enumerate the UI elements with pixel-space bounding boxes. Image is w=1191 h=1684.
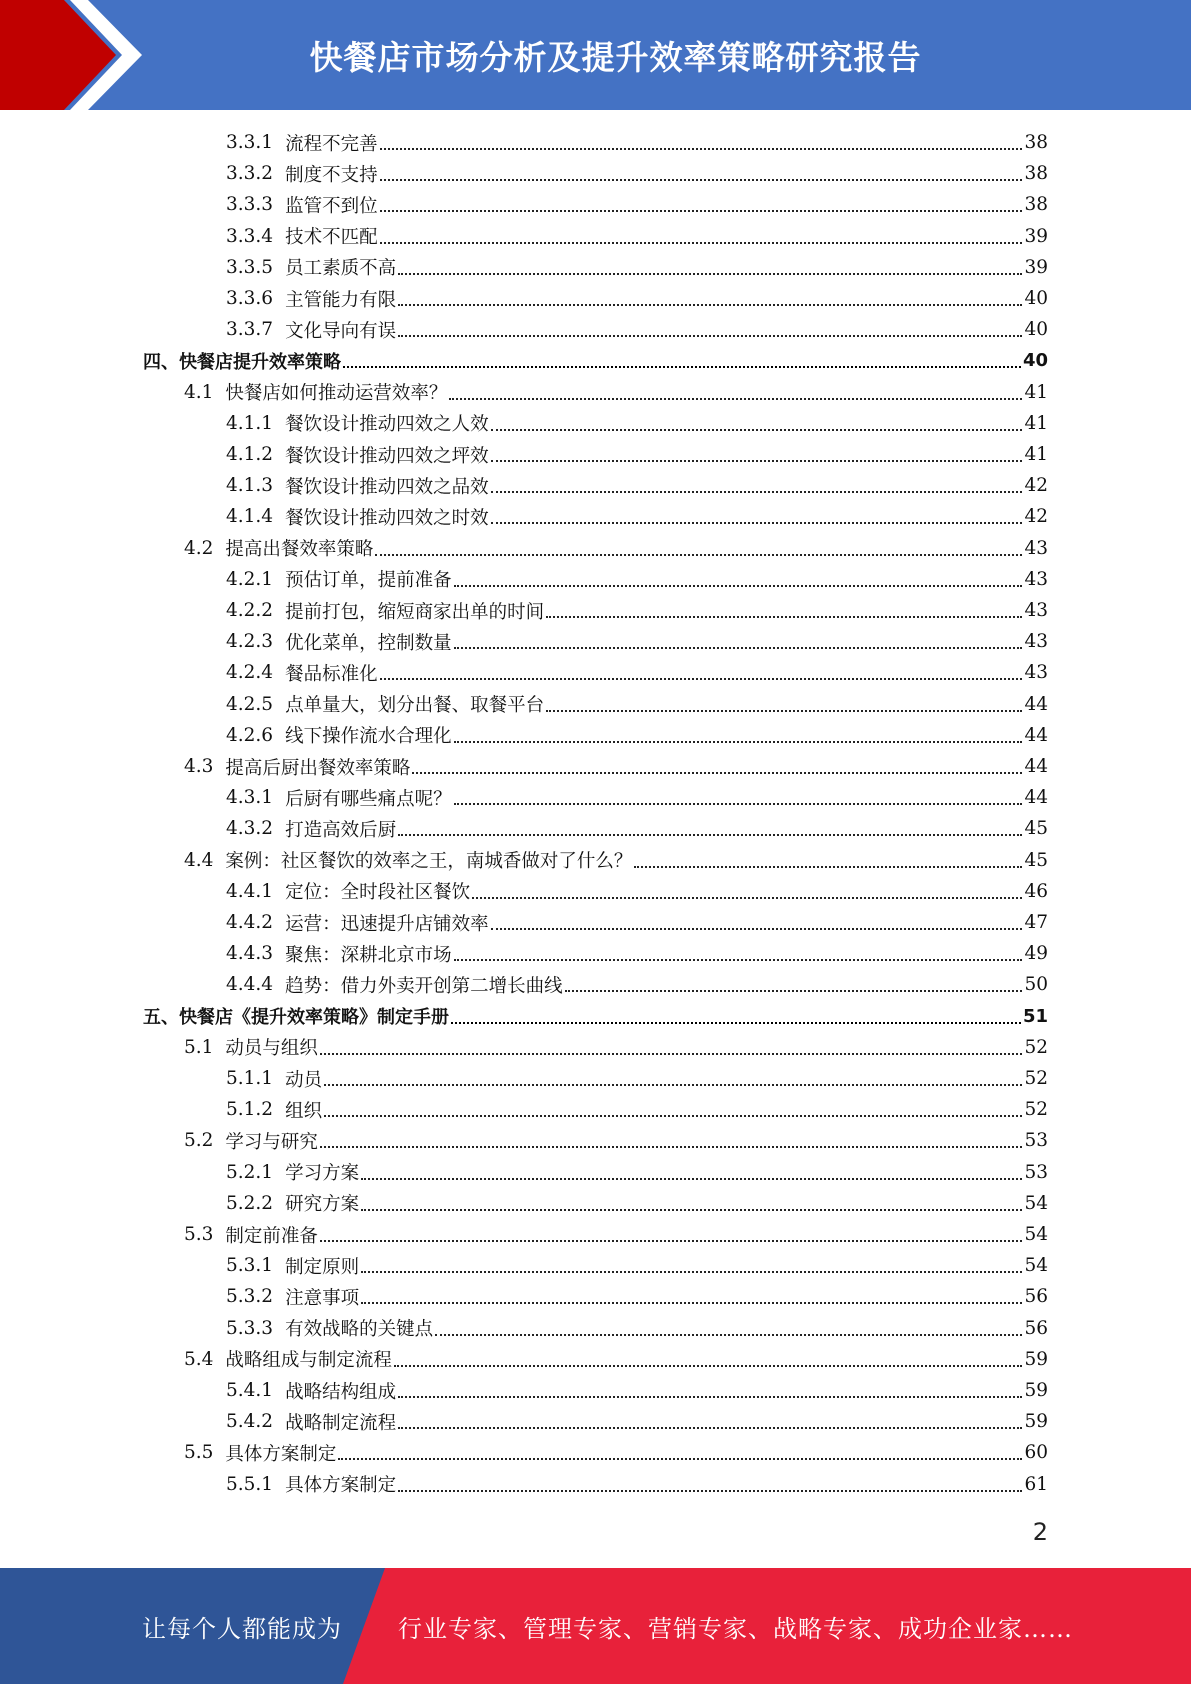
toc-entry-page: 54 [1024, 1192, 1048, 1214]
toc-dot-leader [398, 303, 1022, 306]
toc-entry-page: 41 [1024, 444, 1048, 465]
toc-entry-number: 4.4.1 [226, 880, 274, 902]
toc-entry-number: 3.3.5 [226, 256, 274, 278]
toc-entry-page: 40 [1024, 319, 1048, 341]
toc-entry-page: 41 [1024, 412, 1048, 434]
toc-entry-number: 5.3.1 [226, 1255, 274, 1277]
toc-entry-title: 餐饮设计推动四效之人效 [285, 414, 489, 436]
toc-entry-number: 4.2.4 [226, 662, 274, 684]
toc-entry-title: 案例：社区餐饮的效率之王，南城香做对了什么？ [225, 851, 633, 873]
toc-entry-number: 3.3.3 [226, 194, 274, 216]
toc-entry-page: 42 [1024, 475, 1048, 497]
toc-entry-page: 52 [1024, 1099, 1048, 1121]
toc-dot-leader [380, 241, 1023, 244]
toc-entry-title: 学习与研究 [225, 1131, 318, 1153]
footer-slogan-roles: 行业专家、管理专家、营销专家、战略专家、成功企业家…… [398, 1614, 1073, 1643]
toc-entry-title: 组织 [285, 1100, 323, 1122]
toc-entry-number: 5.4.2 [226, 1411, 274, 1433]
toc-entry-title: 点单量大，划分出餐、取餐平台 [285, 695, 545, 717]
toc-entry-title: 制定原则 [285, 1256, 360, 1278]
toc-entry[interactable] [226, 1469, 1048, 1500]
toc-dot-leader [324, 1083, 1022, 1086]
toc-entry-page: 40 [1024, 288, 1048, 309]
toc-entry-number: 4.2.5 [226, 693, 274, 715]
toc-dot-leader [398, 1395, 1022, 1398]
toc-dot-leader [320, 1239, 1023, 1242]
toc-entry-title: 四、快餐店提升效率策略 [143, 351, 341, 373]
toc-entry-title: 具体方案制定 [225, 1443, 337, 1465]
toc-entry[interactable] [226, 1313, 1048, 1344]
toc-dot-leader [546, 615, 1022, 618]
toc-dot-leader [491, 490, 1023, 493]
toc-entry-number: 4.4 [184, 849, 214, 871]
toc-entry[interactable] [226, 1063, 1048, 1094]
toc-entry-title: 文化导向有误 [285, 320, 397, 342]
toc-entry-title: 趋势：借力外卖开创第二增长曲线 [285, 975, 563, 997]
toc-entry-page: 43 [1024, 662, 1048, 684]
toc-dot-leader [343, 365, 1021, 368]
toc-entry[interactable] [226, 782, 1048, 813]
toc-entry-title: 制度不支持 [285, 164, 378, 186]
toc-entry[interactable] [226, 1188, 1048, 1219]
toc-entry-page: 54 [1024, 1255, 1048, 1277]
toc-entry-title: 打造高效后厨 [285, 819, 397, 841]
toc-dot-leader [565, 989, 1023, 992]
toc-entry[interactable] [226, 1375, 1048, 1406]
toc-entry-page: 38 [1024, 163, 1048, 185]
toc-entry[interactable] [226, 1281, 1048, 1312]
toc-entry-number: 4.2 [184, 537, 214, 559]
toc-entry-title: 动员与组织 [225, 1038, 318, 1060]
toc-entry[interactable] [143, 1001, 1048, 1032]
toc-entry[interactable] [226, 813, 1048, 844]
toc-entry-title: 流程不完善 [285, 133, 378, 155]
toc-entry-title: 战略组成与制定流程 [225, 1350, 392, 1372]
toc-dot-leader [634, 865, 1022, 868]
toc-entry-page: 38 [1024, 194, 1048, 216]
toc-entry-title: 运营：迅速提升店铺效率 [285, 913, 489, 935]
toc-entry-title: 提高后厨出餐效率策略 [225, 757, 411, 779]
toc-entry[interactable] [184, 1437, 1048, 1468]
toc-entry-page: 41 [1024, 381, 1048, 403]
toc-entry-number: 4.4.3 [226, 943, 274, 965]
toc-entry[interactable] [184, 845, 1048, 876]
toc-entry[interactable] [184, 533, 1048, 564]
toc-entry-page: 40 [1022, 350, 1048, 372]
toc-dot-leader [361, 1208, 1022, 1211]
toc-dot-leader [412, 771, 1022, 774]
toc-entry-number: 5.3 [184, 1224, 214, 1245]
toc-entry-title: 战略制定流程 [285, 1412, 397, 1434]
toc-entry[interactable] [226, 1406, 1048, 1437]
toc-entry-title: 学习方案 [285, 1163, 360, 1185]
toc-entry-page: 38 [1024, 132, 1048, 153]
toc-entry[interactable] [226, 470, 1048, 501]
toc-dot-leader [454, 740, 1023, 743]
toc-dot-leader [320, 1052, 1023, 1055]
toc-entry-page: 60 [1024, 1442, 1048, 1464]
toc-entry[interactable] [184, 1032, 1048, 1063]
toc-entry-title: 五、快餐店《提升效率策略》制定手册 [143, 1007, 449, 1029]
toc-entry-number: 4.1.3 [226, 475, 274, 497]
toc-dot-leader [454, 958, 1023, 961]
toc-entry-number: 4.4.4 [226, 974, 274, 996]
toc-entry[interactable] [226, 595, 1048, 626]
toc-dot-leader [454, 802, 1023, 805]
toc-entry-number: 3.3.4 [226, 225, 274, 247]
report-title: 快餐店市场分析及提升效率策略研究报告 [309, 37, 922, 77]
toc-entry[interactable] [184, 1219, 1048, 1250]
toc-entry[interactable] [226, 876, 1048, 907]
toc-entry-number: 4.3.1 [226, 787, 274, 809]
toc-entry-page: 43 [1024, 600, 1048, 621]
toc-entry[interactable] [226, 314, 1048, 345]
toc-entry-title: 定位：全时段社区餐饮 [285, 882, 471, 904]
toc-dot-leader [546, 709, 1022, 712]
toc-entry-page: 44 [1024, 756, 1048, 777]
toc-entry-page: 56 [1024, 1286, 1048, 1308]
toc-entry-number: 5.2.2 [226, 1192, 274, 1214]
toc-dot-leader [398, 1489, 1022, 1492]
toc-entry-title: 预估订单，提前准备 [285, 570, 452, 592]
toc-entry[interactable] [226, 626, 1048, 657]
toc-dot-leader [435, 1333, 1022, 1336]
toc-entry-page: 49 [1024, 943, 1048, 965]
toc-entry-number: 5.5 [184, 1442, 214, 1464]
toc-entry-number: 4.1.2 [226, 444, 274, 465]
toc-entry-number: 5.4.1 [226, 1380, 274, 1401]
toc-entry[interactable] [226, 657, 1048, 688]
toc-dot-leader [451, 1021, 1021, 1024]
toc-entry[interactable] [226, 283, 1048, 314]
footer-slogan-lead: 让每个人都能成为 [142, 1614, 342, 1643]
toc-entry-number: 5.3.3 [226, 1317, 274, 1339]
toc-entry-page: 44 [1024, 787, 1048, 809]
toc-entry-number: 5.1 [184, 1036, 214, 1058]
toc-entry[interactable] [226, 1157, 1048, 1188]
toc-entry-number: 3.3.7 [226, 319, 274, 341]
toc-entry-number: 4.2.2 [226, 600, 274, 621]
toc-dot-leader [472, 896, 1022, 899]
toc-entry-title: 监管不到位 [285, 195, 378, 217]
toc-entry-page: 45 [1024, 818, 1048, 840]
toc-dot-leader [491, 521, 1023, 524]
toc-dot-leader [454, 584, 1023, 587]
toc-entry-page: 44 [1024, 693, 1048, 715]
toc-entry-title: 提前打包，缩短商家出单的时间 [285, 601, 545, 623]
toc-entry-number: 4.3 [184, 756, 214, 777]
toc-entry-page: 51 [1022, 1005, 1048, 1027]
toc-entry-number: 4.2.1 [226, 568, 274, 590]
toc-entry-number: 3.3.2 [226, 163, 274, 185]
toc-dot-leader [491, 428, 1023, 431]
toc-entry[interactable] [226, 969, 1048, 1000]
toc-entry-title: 餐饮设计推动四效之坪效 [285, 445, 489, 467]
toc-entry[interactable] [226, 907, 1048, 938]
toc-dot-leader [454, 646, 1023, 649]
toc-dot-leader [380, 677, 1023, 680]
toc-dot-leader [491, 459, 1023, 462]
toc-entry-page: 53 [1024, 1130, 1048, 1152]
header-arrow-decoration [0, 0, 160, 110]
toc-entry-number: 3.3.6 [226, 288, 274, 309]
toc-entry[interactable] [226, 408, 1048, 439]
toc-entry[interactable] [226, 1094, 1048, 1125]
toc-dot-leader [361, 1301, 1022, 1304]
toc-entry[interactable] [184, 751, 1048, 782]
toc-entry-number: 5.1.2 [226, 1099, 274, 1121]
toc-dot-leader [394, 1364, 1023, 1367]
toc-entry-title: 注意事项 [285, 1287, 360, 1309]
toc-entry[interactable] [226, 127, 1048, 158]
toc-entry-title: 餐品标准化 [285, 663, 378, 685]
toc-entry-title: 优化菜单，控制数量 [285, 632, 452, 654]
toc-dot-leader [338, 1457, 1022, 1460]
toc-entry-page: 47 [1024, 912, 1048, 933]
toc-entry-page: 43 [1024, 568, 1048, 590]
toc-entry-number: 4.2.3 [226, 631, 274, 653]
toc-entry-page: 45 [1024, 849, 1048, 871]
toc-entry-page: 59 [1024, 1380, 1048, 1401]
toc-entry-title: 餐饮设计推动四效之时效 [285, 507, 489, 529]
toc-entry-number: 5.5.1 [226, 1473, 274, 1495]
toc-dot-leader [380, 178, 1023, 181]
toc-entry-title: 提高出餐效率策略 [225, 539, 374, 561]
toc-entry[interactable] [184, 377, 1048, 408]
toc-entry-number: 5.1.1 [226, 1068, 274, 1089]
toc-entry-page: 52 [1024, 1068, 1048, 1089]
toc-entry-title: 餐饮设计推动四效之品效 [285, 476, 489, 498]
toc-entry-title: 研究方案 [285, 1194, 360, 1216]
toc-entry[interactable] [226, 564, 1048, 595]
toc-entry[interactable] [184, 1344, 1048, 1375]
toc-entry-title: 主管能力有限 [285, 289, 397, 311]
toc-entry-title: 战略结构组成 [285, 1381, 397, 1403]
toc-entry-page: 43 [1024, 537, 1048, 559]
toc-entry[interactable] [226, 720, 1048, 751]
toc-entry[interactable] [226, 221, 1048, 252]
toc-entry-page: 54 [1024, 1224, 1048, 1245]
toc-entry-title: 具体方案制定 [285, 1475, 397, 1497]
page-number: 2 [1032, 1518, 1048, 1546]
toc-entry-page: 59 [1024, 1411, 1048, 1433]
toc-dot-leader [449, 397, 1022, 400]
toc-dot-leader [380, 209, 1023, 212]
toc-entry[interactable] [226, 252, 1048, 283]
toc-entry-number: 4.4.2 [226, 912, 274, 933]
footer-banner [0, 1568, 1191, 1684]
toc-entry-page: 50 [1024, 974, 1048, 996]
toc-dot-leader [361, 1177, 1022, 1180]
toc-dot-leader [320, 1145, 1023, 1148]
header-banner [0, 0, 1191, 110]
toc-entry-number: 4.1.4 [226, 506, 274, 528]
toc-entry-title: 聚焦：深耕北京市场 [285, 944, 452, 966]
toc-entry-page: 59 [1024, 1348, 1048, 1370]
toc-entry[interactable] [226, 689, 1048, 720]
toc-entry-title: 后厨有哪些痛点呢？ [285, 788, 452, 810]
toc-dot-leader [398, 272, 1022, 275]
toc-entry-number: 5.2 [184, 1130, 214, 1152]
toc-entry-page: 56 [1024, 1317, 1048, 1339]
toc-entry[interactable] [143, 345, 1048, 376]
toc-entry-title: 有效战略的关键点 [285, 1319, 434, 1341]
toc-entry-title: 动员 [285, 1069, 323, 1091]
toc-dot-leader [398, 1426, 1022, 1429]
toc-entry-number: 4.2.6 [226, 724, 274, 746]
toc-entry[interactable] [226, 439, 1048, 470]
toc-entry-number: 4.1 [184, 381, 214, 403]
toc-entry-page: 61 [1024, 1473, 1048, 1495]
toc-entry[interactable] [226, 189, 1048, 220]
toc-dot-leader [361, 1270, 1022, 1273]
toc-entry-page: 39 [1024, 225, 1048, 247]
toc-entry-page: 52 [1024, 1036, 1048, 1058]
toc-dot-leader [375, 553, 1022, 556]
toc-entry-number: 5.2.1 [226, 1161, 274, 1183]
toc-entry-title: 制定前准备 [225, 1225, 318, 1247]
toc-entry[interactable] [226, 158, 1048, 189]
toc-dot-leader [398, 334, 1022, 337]
toc-dot-leader [324, 1114, 1022, 1117]
toc-entry-number: 5.4 [184, 1348, 214, 1370]
toc-entry-page: 39 [1024, 256, 1048, 278]
toc-entry-number: 4.3.2 [226, 818, 274, 840]
toc-entry[interactable] [226, 1250, 1048, 1281]
toc-entry-title: 线下操作流水合理化 [285, 726, 452, 748]
toc-entry-page: 43 [1024, 631, 1048, 653]
toc-entry-title: 快餐店如何推动运营效率？ [225, 383, 448, 405]
toc-dot-leader [398, 833, 1022, 836]
toc-dot-leader [380, 147, 1023, 150]
toc-entry[interactable] [226, 938, 1048, 969]
toc-entry-page: 42 [1024, 506, 1048, 528]
toc-entry-page: 46 [1024, 880, 1048, 902]
toc-entry-page: 53 [1024, 1161, 1048, 1183]
toc-entry-title: 技术不匹配 [285, 227, 378, 249]
toc-dot-leader [491, 927, 1023, 930]
toc-entry[interactable] [226, 501, 1048, 532]
toc-entry-number: 4.1.1 [226, 412, 274, 434]
toc-entry[interactable] [184, 1125, 1048, 1156]
toc-entry-title: 员工素质不高 [285, 258, 397, 280]
toc-entry-number: 3.3.1 [226, 132, 274, 153]
toc-entry-number: 5.3.2 [226, 1286, 274, 1308]
toc-entry-page: 44 [1024, 724, 1048, 746]
